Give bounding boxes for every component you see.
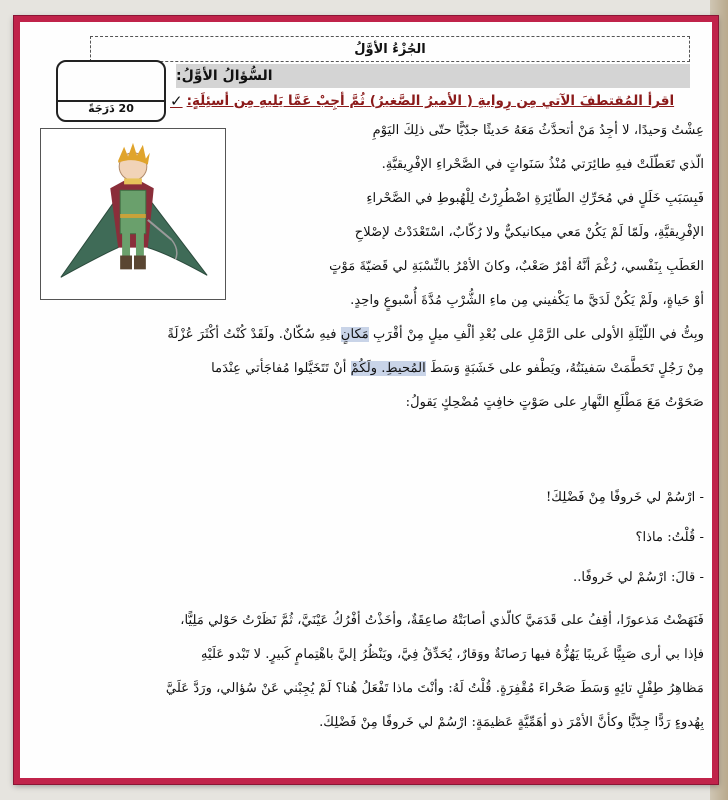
passage-line: فَبِسَبَبِ خَلَلٍ في مُحَرِّكِ الطّائِرَةِ اضْطُرِرْتُ لِلْهُبوطِ في الصَّحْراءِ [366,191,704,206]
score-box [56,60,166,122]
passage-top [238,114,704,318]
passage-bottom [40,604,704,740]
checkmark-icon: ✓ [170,92,183,110]
exam-sheet [14,16,718,784]
instruction [170,92,700,110]
dialogue-line: - قُلْتُ: ماذا؟ [635,530,704,545]
little-prince-illustration [40,128,226,300]
passage-line: بِهُدوءٍ رَدًّا جِدّيًّا وكأنَّ الأمْرَ ذو أهَمِّيَّةٍ عَظيمَةٍ: ارْسُمْ لي خَروفًا مِنْ فَضْلِكَ. [319,715,704,730]
question-title [176,64,690,88]
passage-line: عِشْتُ وَحيدًا، لا أجِدُ مَنْ أتحدَّثُ مَعَهُ حَديثًا جدّيًّا حتّى ذلِكَ اليَوْمِ [372,123,704,138]
passage-line [40,352,704,386]
passage-text: فيهِ سُكّانٌ. ولَقَدْ كُنْتُ أكْثَرَ عُزْلَةً [167,327,341,342]
highlighted-text: مَكانٍ [340,327,369,342]
little-prince-drawing [41,129,225,299]
passage-line: فَنَهَضْتُ مَذعورًا، أقِفُ على قَدَمَيَّ كالّذي أصابَتْهُ صاعِقَةٌ، وأخَذْتُ أفْرُكُ عَيْنَيَّ، ثُمَّ نَظَرْتُ حَوْلي مَلِيًّا، [180,613,704,628]
passage-line [40,318,704,352]
passage-middle [40,318,704,420]
dialogue-line: - قالَ: ارْسُمْ لي خَروفًا.. [573,570,704,585]
question-title-text: السُّؤالُ الأوَّلُ: [176,68,273,84]
passage-line: العَطَبِ بِنَفْسي، رُغْمَ أنَّهُ أمْرٌ صَعْبٌ، وكانَ الأمْرُ بالنِّسْبَةِ لي قَضيّةَ مَوْتٍ [329,259,704,274]
passage-text: مِنْ رَجُلٍ تَحَطَّمَتْ سَفينَتُهُ، ويَطْفو على خَشَبَةٍ وَسَطَ [425,361,704,376]
passage-line: أوْ حَياةٍ، ولَمْ يَكُنْ لَدَيَّ ما يَكْفيني مِن ماءِ الشُّرْبِ مُدَّةَ أُسْبوعٍ واحِدٍ. [350,293,704,308]
part-title: الجُزْءُ الأوَّلُ [90,36,690,62]
passage-text: أنْ تَتَخَيَّلوا مُفاجَأتي عِنْدَما [211,361,351,376]
instruction-text: اقرأ المُقتطفَ الآتي مِن رِوايةِ ( الأميرُ الصَّغيرُ) ثُمَّ أجِبْ عَمَّا يَليهِ مِن أسئِلَةٍ: [186,93,675,109]
passage-line: مَظاهِرُ طِفْلٍ تائِهٍ وَسَطَ صَحْراءَ مُقْفِرَةٍ. قُلْتُ لَهُ: وأنْتَ ماذا تَفْعَلُ هُنا؟ لَمْ يُجِبْني عَنْ سُؤالي، ورَدَّ عَلَيَّ [165,681,704,696]
highlighted-text: المُحيطِ. ولَكُمْ [350,361,426,376]
dialogue-line: - ارْسُمْ لي خَروفًا مِنْ فَضْلِكَ! [545,490,704,505]
passage-line: فإذا بي أرى صَبِيًّا غَريبًا يَهُزُّهُ فيها رَصانَةٌ ووَقارٌ، يُحَدِّقُ فِيَّ، ويَنْظُرُ إليَّ باهْتِمامٍ كَبيرٍ. لا تَبْدو عَلَيْهِ [200,647,704,662]
passage-line: الّذي تَعَطّلَتْ فيهِ طائِرَتي مُنْذُ سَنَواتٍ في الصَّحْراءِ الإفْرِيقيَّةِ. [381,157,704,172]
passage-text: وبِتُّ في اللّيْلَةِ الأولى على الرَّمْلِ على بُعْدِ ألْفِ ميلٍ مِنْ أقْرَبِ [368,327,704,342]
score-label: 20 دَرَجَةً [88,102,134,115]
passage-line: صَحَوْتُ مَعَ مَطْلَعِ النَّهارِ على صَوْتٍ خافِتٍ مُضْحِكٍ يَقولُ: [405,395,704,410]
dialogue-list [220,478,704,598]
passage-line: الإفْرِيقيَّةِ، ولَمّا لَمْ يَكُنْ مَعي ميكانيكيٌّ ولا رُكّابٌ، اسْتَعْدَدْتُ لإصْلاحِ [354,225,704,240]
